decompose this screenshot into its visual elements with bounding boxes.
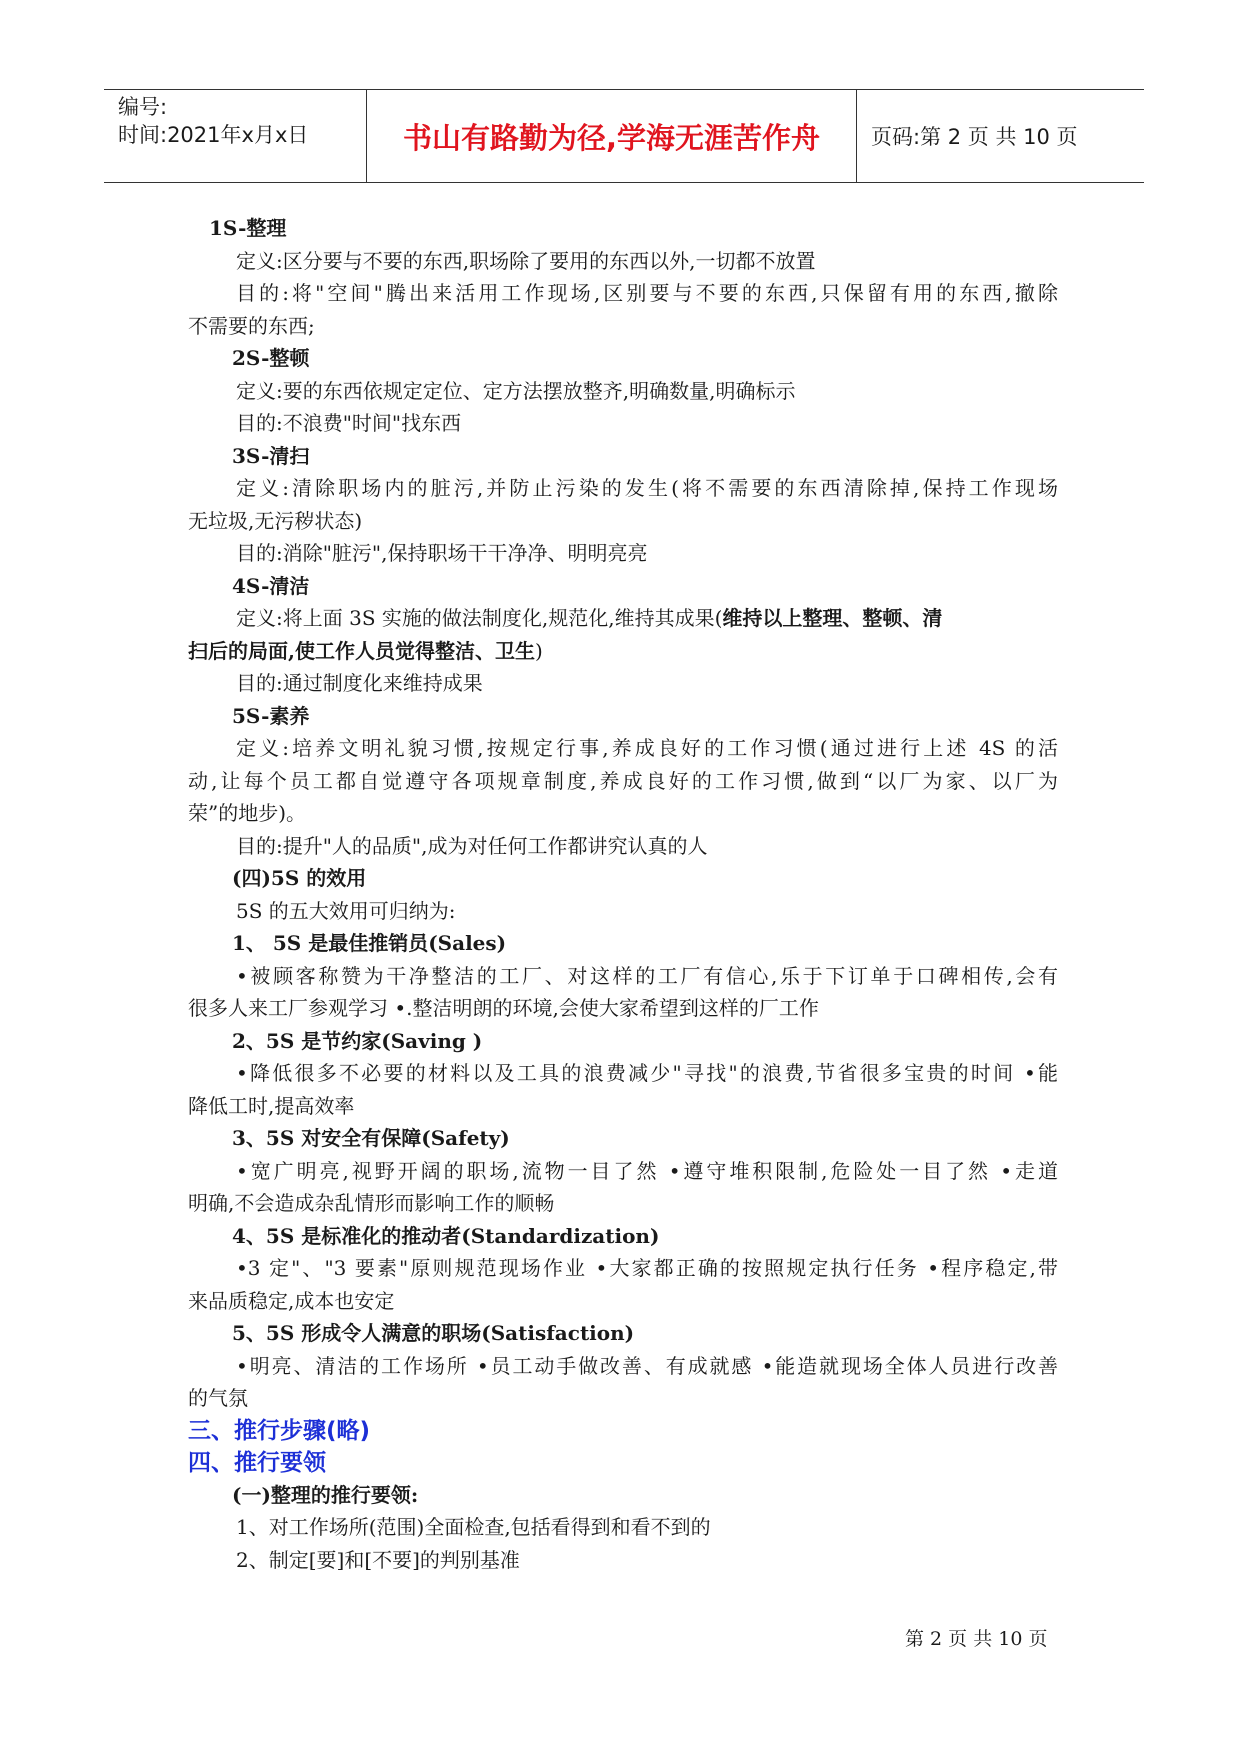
bold-run: 维持以上整理、整顿、清 — [722, 606, 943, 630]
paragraph: 定义:区分要与不要的东西,职场除了要用的东西以外,一切都不放置 — [236, 248, 816, 273]
paragraph: 无垃圾,无污秽状态) — [188, 508, 363, 533]
heading-effect-2: 2、5S 是节约家(Saving ) — [232, 1028, 483, 1053]
heading-4s: 4S-清洁 — [232, 573, 310, 598]
page-footer: 第 2 页 共 10 页 — [905, 1628, 1048, 1650]
paragraph: •明亮、清洁的工作场所 •员工动手做改善、有成就感 •能造就现场全体人员进行改善 — [236, 1353, 1058, 1378]
paragraph: 的气氛 — [188, 1386, 248, 1410]
paragraph: •被顾客称赞为干净整洁的工厂、对这样的工厂有信心,乐于下订单于口碑相传,会有 — [236, 963, 1058, 988]
paragraph: 降低工时,提高效率 — [188, 1093, 355, 1118]
heading-1s: 1S-整理 — [209, 216, 287, 240]
heading-effect-4: 4、5S 是标准化的推动者(Standardization) — [232, 1223, 660, 1248]
time-label: 时间:2021年x月x日 — [118, 123, 309, 147]
paragraph: 荣”的地步)。 — [188, 801, 307, 825]
header-page-cell — [857, 90, 1144, 182]
page-header — [104, 89, 1144, 183]
paragraph: 定义:培养文明礼貌习惯,按规定行事,养成良好的工作习惯(通过进行上述 4S 的活 — [236, 736, 1058, 760]
heading-effect-5: 5、5S 形成令人满意的职场(Satisfaction) — [232, 1321, 635, 1345]
paragraph — [188, 635, 1058, 668]
text-run: ) — [534, 638, 543, 663]
paragraph: 5S 的五大效用可归纳为: — [236, 898, 456, 923]
heading-effect-3: 3、5S 对安全有保障(Safety) — [232, 1126, 510, 1150]
text-run: 定义:将上面 3S 实施的做法制度化,规范化,维持其成果( — [236, 606, 723, 630]
heading-3s: 3S-清扫 — [232, 443, 310, 468]
paragraph: 不需要的东西; — [188, 313, 315, 338]
heading-5s: 5S-素养 — [232, 703, 310, 728]
paragraph: 目的:通过制度化来维持成果 — [236, 671, 483, 695]
list-item: 2、制定[要]和[不要]的判别基准 — [236, 1547, 520, 1572]
paragraph: •降低很多不必要的材料以及工具的浪费减少"寻找"的浪费,节省很多宝贵的时间 •能 — [236, 1061, 1058, 1085]
paragraph: 来品质稳定,成本也安定 — [188, 1288, 395, 1313]
header-motto-cell — [367, 90, 857, 182]
heading-2s: 2S-整顿 — [232, 346, 310, 370]
paragraph: •3 定"、"3 要素"原则规范现场作业 •大家都正确的按照规定执行任务 •程序稳定,带 — [236, 1256, 1058, 1280]
motto-text: 书山有路勤为径,学海无涯苦作舟 — [402, 120, 821, 155]
subheading: (一)整理的推行要领: — [232, 1482, 419, 1507]
paragraph: 明确,不会造成杂乱情形而影响工作的顺畅 — [188, 1191, 555, 1215]
paragraph: 目的:将"空间"腾出来活用工作现场,区别要与不要的东西,只保留有用的东西,撤除 — [236, 281, 1058, 305]
page-info: 页码:第 2 页 共 10 页 — [871, 125, 1078, 149]
paragraph: •宽广明亮,视野开阔的职场,流物一目了然 •遵守堆积限制,危险处一目了然 •走道 — [236, 1158, 1058, 1183]
paragraph: 目的:不浪费"时间"找东西 — [236, 411, 462, 435]
header-info-cell — [104, 90, 367, 182]
paragraph: 目的:消除"脏污",保持职场干干净净、明明亮亮 — [236, 541, 648, 565]
document-body — [188, 212, 1058, 1576]
section-heading-4: 四、推行要领 — [188, 1449, 326, 1476]
serial-label: 编号: — [118, 95, 168, 119]
paragraph: 定义:清除职场内的脏污,并防止污染的发生(将不需要的东西清除掉,保持工作现场 — [236, 476, 1058, 500]
heading-effect-1: 1、 5S 是最佳推销员(Sales) — [232, 931, 507, 955]
paragraph: 动,让每个员工都自觉遵守各项规章制度,养成良好的工作习惯,做到“以厂为家、以厂为 — [188, 768, 1058, 793]
bold-run: 扫后的局面,使工作人员觉得整洁、卫生 — [188, 638, 535, 663]
paragraph: 定义:要的东西依规定定位、定方法摆放整齐,明确数量,明确标示 — [236, 378, 796, 403]
section-heading-3: 三、推行步骤(略) — [188, 1417, 371, 1444]
paragraph: 目的:提升"人的品质",成为对任何工作都讲究认真的人 — [236, 833, 708, 858]
paragraph — [188, 602, 1058, 635]
paragraph: 很多人来工厂参观学习 •.整洁明朗的环境,会使大家希望到这样的厂工作 — [188, 996, 819, 1020]
list-item: 1、对工作场所(范围)全面检查,包括看得到和看不到的 — [236, 1515, 711, 1539]
heading-effects: (四)5S 的效用 — [232, 866, 367, 890]
